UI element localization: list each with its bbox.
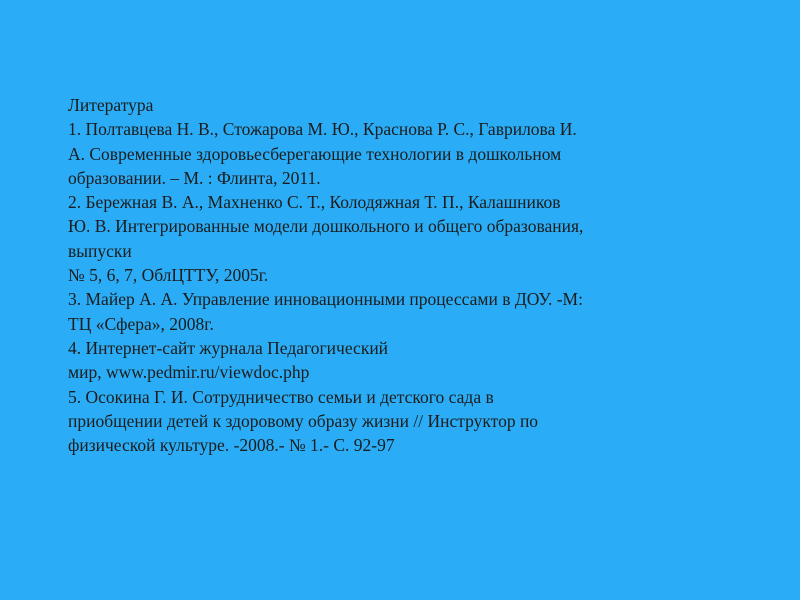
reference-line: 4. Интернет-сайт журнала Педагогический	[68, 337, 389, 358]
reference-line: 5. Осокина Г. И. Сотрудничество семьи и детского сада в	[68, 386, 494, 407]
reference-line: № 5, 6, 7, ОблЦТТУ, 2005г.	[68, 265, 269, 286]
reference-item-1	[68, 117, 768, 190]
reference-line: образовании. – М. : Флинта, 2011.	[68, 167, 321, 188]
reference-line: ТЦ «Сфера», 2008г.	[68, 313, 214, 334]
reference-line: 3. Майер А. А. Управление инновационными процессами в ДОУ. -М:	[68, 289, 583, 310]
reference-line: Ю. В. Интегрированные модели дошкольного и общего образования,	[68, 216, 584, 237]
reference-line: 2. Бережная В. А., Махненко С. Т., Колодяжная Т. П., Калашников	[68, 192, 561, 213]
reference-item-4	[68, 336, 768, 385]
reference-line: выпуски	[68, 240, 132, 261]
reference-line: приобщении детей к здоровому образу жизни // Инструктор по	[68, 410, 539, 431]
reference-line: 1. Полтавцева Н. В., Стожарова М. Ю., Краснова Р. С., Гаврилова И.	[68, 119, 577, 140]
slide-heading: Литература	[68, 95, 154, 115]
reference-line: физической культуре. -2008.- № 1.- С. 92-97	[68, 435, 395, 456]
reference-item-2	[68, 190, 768, 287]
references-text-block	[68, 93, 768, 457]
reference-item-3	[68, 287, 768, 336]
reference-item-5	[68, 385, 768, 458]
reference-line: мир, www.pedmir.ru/viewdoc.php	[68, 362, 310, 383]
reference-line: А. Современные здоровьесберегающие технологии в дошкольном	[68, 143, 562, 164]
